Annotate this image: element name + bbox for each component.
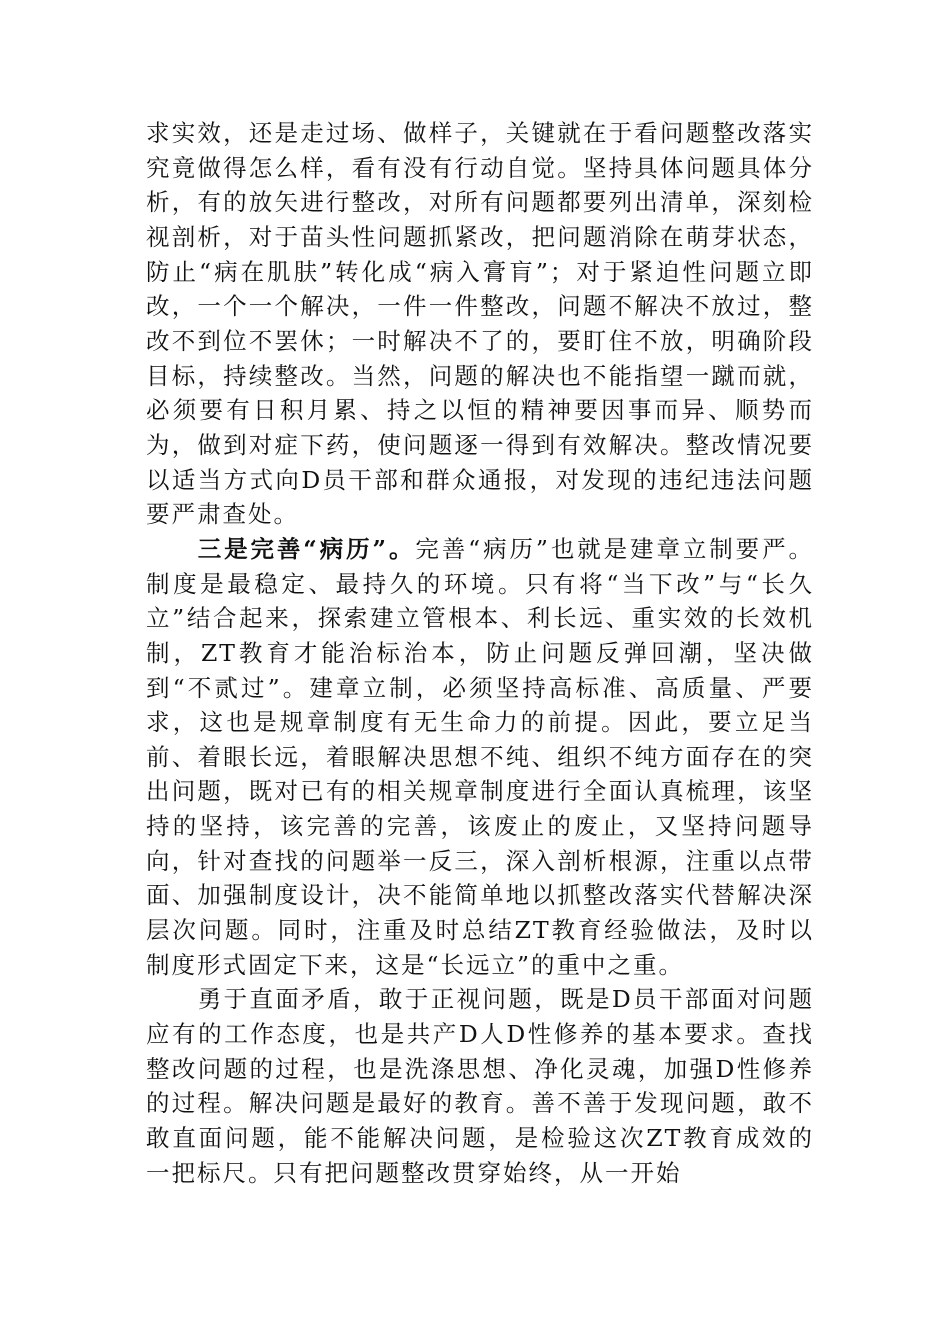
- paragraph-3: [146, 982, 814, 1190]
- paragraph-1: [146, 116, 814, 532]
- paragraph-3-text: 勇于直面矛盾，敢于正视问题，既是D员干部面对问题应有的工作态度，也是共产D人D性修养的基本要求。查找整改问题的过程，也是洗涤思想、净化灵魂，加强D性修养的过程。解决问题是最好的教育。善不善于发现问题，敢不敢直面问题，能不能解决问题，是检验这次ZT教育成效的一把标尺。只有把问题整改贯穿始终，从一开始: [146, 985, 814, 1187]
- paragraph-2-text: 完善“病历”也就是建章立制要严。制度是最稳定、最持久的环境。只有将“当下改”与“长久立”结合起来，探索建立管根本、利长远、重实效的长效机制，ZT教育才能治标治本，防止问题反弹回潮，坚决做到“不贰过”。建章立制，必须坚持高标准、高质量、严要求，这也是规章制度有无生命力的前提。因此，要立足当前、着眼长远，着眼解决思想不纯、组织不纯方面存在的突出问题，既对已有的相关规章制度进行全面认真梳理，该坚持的坚持，该完善的完善，该废止的废止，又坚持问题导向，针对查找的问题举一反三，深入剖析根源，注重以点带面、加强制度设计，决不能简单地以抓整改落实代替解决深层次问题。同时，注重及时总结ZT教育经验做法，及时以制度形式固定下来，这是“长远立”的重中之重。: [146, 534, 814, 979]
- paragraph-1-text: 求实效，还是走过场、做样子，关键就在于看问题整改落实究竟做得怎么样，看有没有行动自觉。坚持具体问题具体分析，有的放矢进行整改，对所有问题都要列出清单，深刻检视剖析，对于苗头性问题抓紧改，把问题消除在萌芽状态，防止“病在肌肤”转化成“病入膏肓”；对于紧迫性问题立即改，一个一个解决，一件一件整改，问题不解决不放过，整改不到位不罢休；一时解决不了的，要盯住不放，明确阶段目标，持续整改。当然，问题的解决也不能指望一蹴而就，必须要有日积月累、持之以恒的精神要因事而异、顺势而为，做到对症下药，使问题逐一得到有效解决。整改情况要以适当方式向D员干部和群众通报，对发现的违纪违法问题要严肃查处。: [146, 119, 814, 529]
- paragraph-2: [146, 532, 814, 983]
- document-body: [146, 116, 814, 1190]
- paragraph-2-lead: 三是完善“病历”。: [197, 534, 416, 563]
